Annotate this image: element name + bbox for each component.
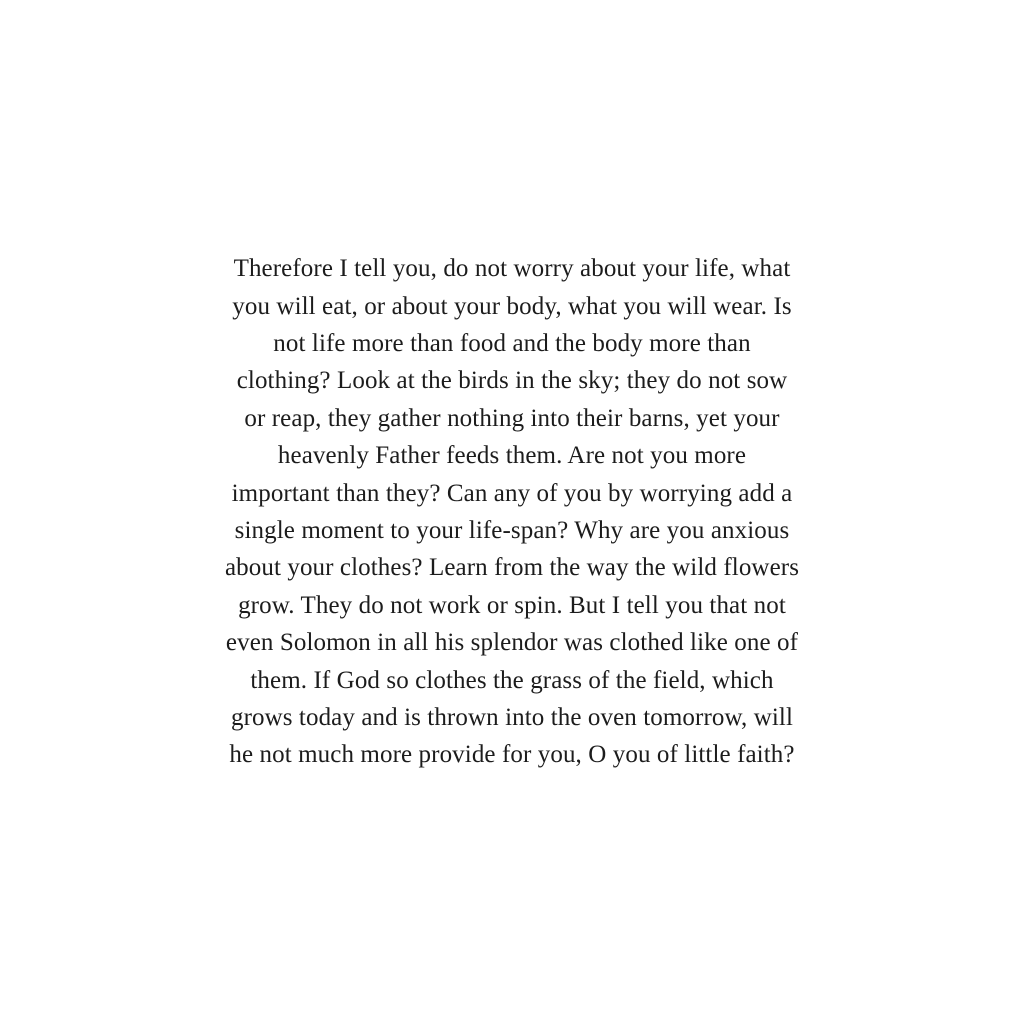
quote-line: not life more than food and the body more than [273, 329, 751, 357]
quote-line: clothing? Look at the birds in the sky; they do not sow [236, 367, 788, 395]
quote-line: grows today and is thrown into the oven tomorrow, will [230, 704, 794, 732]
quote-line: Therefore I tell you, do not worry about your life, what [233, 255, 791, 283]
quote-line: or reap, they gather nothing into their barns, yet your [244, 404, 780, 432]
quote-passage [225, 250, 799, 774]
quote-line: heavenly Father feeds them. Are not you more [277, 442, 747, 470]
quote-line: them. If God so clothes the grass of the field, which [250, 666, 774, 694]
quote-line: about your clothes? Learn from the way the wild flowers [224, 554, 800, 582]
quote-line: you will eat, or about your body, what you will wear. Is [232, 292, 792, 320]
quote-line: even Solomon in all his splendor was clothed like one of [225, 629, 799, 657]
quote-line: grow. They do not work or spin. But I tell you that not [238, 591, 786, 619]
quote-line: single moment to your life-span? Why are you anxious [234, 517, 790, 544]
quote-line: he not much more provide for you, O you of little faith? [229, 741, 795, 769]
quote-line: important than they? Can any of you by worrying add a [231, 479, 793, 507]
